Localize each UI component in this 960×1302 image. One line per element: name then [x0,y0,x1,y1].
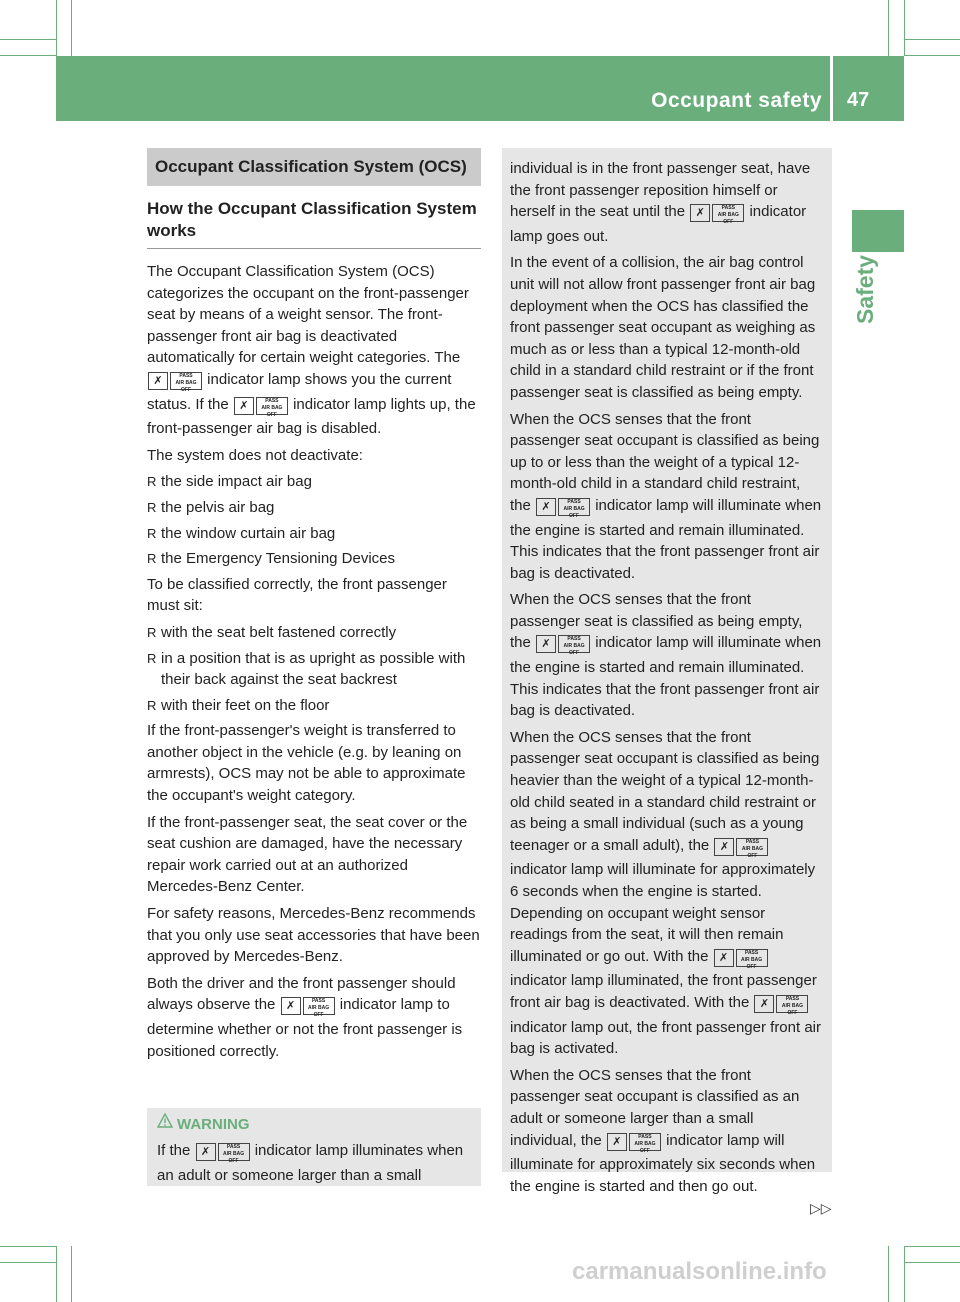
text: indicator lamp will illuminate for approximately 6 seconds when the engine is started. Depending on occupant weight sensor readings from the seat, it will then remain illuminated or go out. With the [510,861,816,965]
pass-airbag-off-icon [776,995,808,1016]
text: If the [157,1142,191,1159]
paragraph [147,973,481,1062]
crop-mark [904,0,905,56]
paragraph: If the front-passenger seat, the seat cover or the seat cushion are damaged, have the necessary repair work carried out at an authorized Mercedes-Benz Center. [147,813,468,896]
indicator-line2: AIR BAG OFF [563,643,585,657]
seat-icon: ✗ [281,997,301,1015]
sub-heading: How the Occupant Classification System works [147,198,481,249]
text: indicator lamp illuminated, the front passenger front air bag is deactivated. With the [510,972,817,1011]
crop-mark [56,0,57,56]
paragraph: If the front-passenger's weight is transferred to another object in the vehicle (e.g. by leaning on armrests), OCS may not be able to approximate the occupant's weight category. [147,722,466,805]
list-item: R the pelvis air bag [147,497,481,519]
paragraph [147,261,481,440]
paragraph [510,1065,824,1198]
indicator-line2: AIR BAG OFF [781,1002,804,1016]
list-item: R the Emergency Tensioning Devices [147,548,481,570]
list-item: R the side impact air bag [147,471,481,493]
airbag-off-indicator-icon [536,498,590,520]
pass-airbag-off-icon [170,372,202,393]
warning-title: WARNING [177,1116,250,1133]
seat-icon: ✗ [714,838,734,856]
airbag-off-indicator-icon [690,204,744,226]
indicator-line2: AIR BAG OFF [741,956,763,970]
seat-icon: ✗ [607,1133,627,1151]
list-item: R in a position that is as upright as possible with their back against the seat backrest [147,648,481,691]
indicator-line1: PASS [265,397,279,404]
indicator-line1: PASS [744,949,759,956]
paragraph [510,727,824,1060]
crop-mark [0,55,56,56]
indicator-line1: PASS [226,1144,241,1150]
seat-icon: ✗ [690,204,710,222]
crop-mark [888,0,889,56]
side-tab-label [850,254,906,342]
footer-watermark: carmanualsonline.info [572,1258,827,1285]
pass-airbag-off-icon [256,397,288,418]
warning-triangle-icon [157,1113,173,1129]
pass-airbag-off-icon [218,1143,250,1164]
crop-mark [904,39,960,40]
crop-mark [0,1262,56,1263]
side-tab-marker [852,210,904,252]
text: indicator lamp will illuminate when the engine is started and remain illuminated. This indicates that the front passenger front air bag is deactivated. [510,634,822,720]
airbag-off-indicator-icon [754,995,808,1017]
text: The Occupant Classification System (OCS) categorizes the occupant on the front-passenger seat by means of a weight sensor. The front-passenger front air bag is deactivated automatically for certain weight categories. The [147,263,469,367]
pass-airbag-off-icon [712,204,744,226]
indicator-line2: AIR BAG OFF [717,212,739,226]
pass-airbag-off-icon [558,498,590,519]
text: When the OCS senses that the front passenger seat occupant is classified as being heavier than the weight of a typical 12-month-old child seated in a standard child restraint or as being a small individual (such as a young teenager or a small adult), the [510,728,820,854]
text: indicator lamp illuminates when an adult or someone larger than a small [157,1142,464,1184]
text: indicator lamp shows you the current status. If the [147,370,452,413]
seat-icon: ✗ [754,995,774,1013]
indicator-line1: PASS [179,372,193,379]
list-item: R with the seat belt fastened correctly [147,622,481,644]
crop-mark [0,39,56,40]
right-column-warning-continued [502,148,832,1195]
header-title: Occupant safety [651,89,822,112]
indicator-line1: PASS [638,1133,652,1140]
crop-mark [56,1246,57,1302]
text: When the OCS senses that the front passenger seat is classified as being empty, the [510,591,803,652]
section-heading: Occupant Classification System (OCS) [147,148,481,186]
warning-text [157,1140,477,1186]
pass-airbag-off-icon [558,635,590,657]
indicator-line1: PASS [785,995,800,1002]
crop-mark [0,1246,56,1247]
paragraph [510,589,824,722]
pass-airbag-off-icon [303,997,335,1019]
indicator-line2: AIR BAG OFF [308,1005,330,1019]
paragraph: To be classified correctly, the front passenger must sit: [147,575,447,615]
crop-mark [904,1262,960,1263]
seat-icon: ✗ [536,635,556,653]
airbag-off-indicator-icon [234,397,288,419]
pass-airbag-off-icon [629,1133,661,1154]
indicator-line1: PASS [567,636,581,643]
indicator-line1: PASS [721,205,735,212]
side-tab-text: Safety [852,254,878,324]
seat-icon: ✗ [714,949,734,967]
pass-airbag-off-icon [736,838,768,859]
crop-mark [904,1246,905,1302]
paragraph: In the event of a collision, the air bag control unit will not allow front passenger front air bag deployment when the OCS has classified the front passenger seat occupant as weighing as much as or less than a typical 12-month-old child in a standard child restraint or if the front passenger seat is classified as being empty. [510,254,816,401]
indicator-line2: AIR BAG OFF [634,1140,656,1154]
indicator-line2: AIR BAG OFF [261,404,283,418]
airbag-off-indicator-icon [281,997,335,1019]
paragraph [510,158,824,247]
warning-box [147,1108,481,1186]
list-item: R the window curtain air bag [147,523,481,545]
airbag-off-indicator-icon [196,1143,250,1165]
pass-airbag-off-icon [736,949,768,970]
airbag-off-indicator-icon [714,949,768,971]
indicator-line2: AIR BAG OFF [175,379,197,393]
indicator-line1: PASS [745,838,760,845]
text: indicator lamp will illuminate for approximately six seconds when the engine is started and then go out. [510,1131,816,1195]
page-number: 47 [847,89,870,111]
indicator-line2: AIR BAG OFF [563,505,585,519]
text: When the OCS senses that the front passenger seat occupant is classified as being up to or less than the weight of a typical 12-month-old child in a standard child restraint, the [510,410,820,514]
list-item: R with their feet on the floor [147,695,481,717]
crop-mark [904,55,960,56]
header-separator [830,56,833,121]
indicator-line1: PASS [567,498,581,505]
continue-arrow-icon: ▷▷ [810,1200,832,1216]
indicator-line1: PASS [311,998,326,1005]
text: indicator lamp out, the front passenger front air bag is activated. [510,1018,822,1058]
airbag-off-indicator-icon [536,635,590,657]
text: indicator lamp lights up, the front-passenger air bag is disabled. [147,395,476,438]
crop-mark [888,1246,889,1302]
airbag-off-indicator-icon [148,372,202,394]
text: individual is in the front passenger seat, have the front passenger reposition himself or herself in the seat until the [510,160,811,221]
crop-mark [904,1246,960,1247]
text: indicator lamp goes out. [510,203,807,245]
indicator-line2: AIR BAG OFF [741,845,764,859]
text: When the OCS senses that the front passenger seat occupant is classified as an adult or someone larger than a small individual, the [510,1066,800,1149]
paragraph [510,409,824,585]
paragraph: For safety reasons, Mercedes-Benz recommends that you only use seat accessories that have been approved by Mercedes-Benz. [147,905,480,966]
seat-icon: ✗ [234,397,254,415]
list [147,622,481,716]
seat-icon: ✗ [196,1143,216,1161]
airbag-off-indicator-icon [714,838,768,860]
text: indicator lamp will illuminate when the engine is started and remain illuminated. This indicates that the front passenger front air bag is deactivated. [510,496,822,582]
text: indicator lamp to determine whether or not the front passenger is positioned correctly. [147,996,463,1060]
crop-mark [71,1246,72,1302]
airbag-off-indicator-icon [607,1133,661,1155]
paragraph: The system does not deactivate: [147,446,363,464]
list [147,471,481,569]
indicator-line2: AIR BAG OFF [222,1151,245,1164]
left-column [147,148,481,1067]
seat-icon: ✗ [148,372,168,390]
text: Both the driver and the front passenger should always observe the [147,974,456,1014]
crop-mark [71,0,72,56]
seat-icon: ✗ [536,498,556,516]
